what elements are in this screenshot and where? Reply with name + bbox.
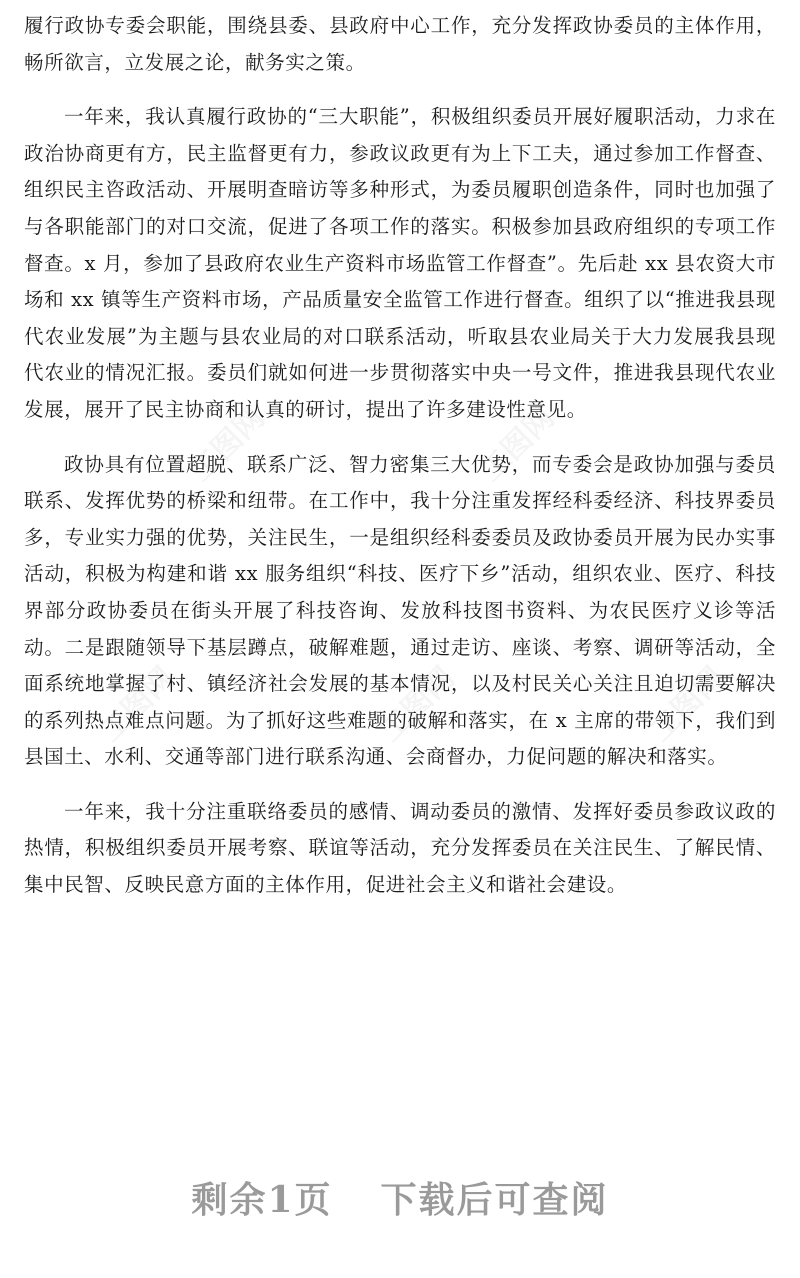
download-prompt[interactable] (0, 1172, 800, 1223)
download-hint-label: 下载后可查阅 (380, 1179, 609, 1221)
paragraph-1: 履行政协专委会职能，围绕县委、县政府中心工作，充分发挥政协委员的主体作用，畅所欲言，立发展之论，献务实之策。 (24, 14, 776, 74)
paragraph-3: 政协具有位置超脱、联系广泛、智力密集三大优势，而专委会是政协加强与委员联系、发挥优势的桥梁和纽带。在工作中，我十分注重发挥经科委经济、科技界委员多，专业实力强的优势，关注民生，一是组织经科委委员及政协委员开展为民办实事活动，积极为构建和谐 xx 服务组织“科技、医疗下乡”活动，组织农业、医疗、科技界部分政协委员在街头开展了科技咨询、发放科技图书资料、为农民医疗义诊等活动。二是跟随领导下基层蹲点，破解难题，通过走访、座谈、考察、调研等活动，全面系统地掌握了村、镇经济社会发展的基本情况，以及村民关心关注且迫切需要解决的系列热点难点问题。为了抓好这些难题的破解和落实，在 x 主席的带领下，我们到县国土、水利、交通等部门进行联系沟通、会商督办，力促问题的解决和落实。 (24, 452, 776, 769)
remaining-pages-label: 剩余1页 (191, 1179, 333, 1221)
paragraph-4: 一年来，我十分注重联络委员的感情、调动委员的激情、发挥好委员参政议政的热情，积极组织委员开展考察、联谊等活动，充分发挥委员在关注民生、了解民情、集中民智、反映民意方面的主体作用，促进社会主义和谐社会建设。 (24, 799, 776, 897)
document-body (24, 8, 776, 922)
paragraph-2: 一年来，我认真履行政协的“三大职能”，积极组织委员开展好履职活动，力求在政治协商更有方，民主监督更有力，参政议政更有为上下工夫，通过参加工作督查、组织民主咨政活动、开展明查暗访等多种形式，为委员履职创造条件，同时也加强了与各职能部门的对口交流，促进了各项工作的落实。积极参加县政府组织的专项工作督查。x 月，参加了县政府农业生产资料市场监管工作督查”。先后赴 xx 县农资大市场和 xx 镇等生产资料市场，产品质量安全监管工作进行督查。组织了以“推进我县现代农业发展”为主题与县农业局的对口联系活动，听取县农业局关于大力发展我县现代农业的情况汇报。委员们就如何进一步贯彻落实中央一号文件，推进我县现代农业发展，展开了民主协商和认真的研讨，提出了许多建设性意见。 (24, 105, 776, 421)
